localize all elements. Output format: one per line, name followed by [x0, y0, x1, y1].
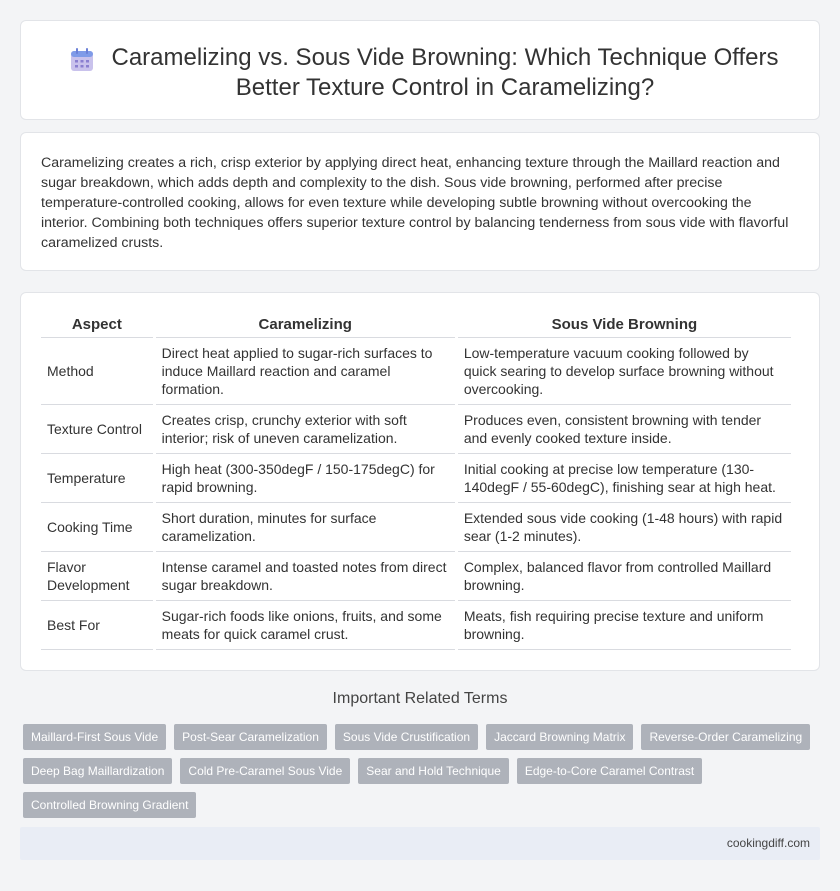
table-row — [41, 405, 791, 454]
sous-vide-cell: Extended sous vide cooking (1-48 hours) with rapid sear (1-2 minutes). — [458, 503, 791, 552]
related-term-tag[interactable]: Deep Bag Maillardization — [23, 758, 172, 784]
caramelizing-cell: Sugar-rich foods like onions, fruits, and some meats for quick caramel crust. — [156, 601, 455, 650]
intro-card — [20, 132, 820, 271]
sous-vide-cell: Initial cooking at precise low temperature (130-140degF / 55-60degC), finishing sear at high heat. — [458, 454, 791, 503]
table-row — [41, 503, 791, 552]
caramelizing-cell: Intense caramel and toasted notes from direct sugar breakdown. — [156, 552, 455, 601]
aspect-cell: Cooking Time — [41, 503, 153, 552]
table-row — [41, 454, 791, 503]
sous-vide-cell: Complex, balanced flavor from controlled Maillard browning. — [458, 552, 791, 601]
caramelizing-cell: Direct heat applied to sugar-rich surfaces to induce Maillard reaction and caramel formation. — [156, 338, 455, 405]
sous-vide-cell: Low-temperature vacuum cooking followed by quick searing to develop surface browning without overcooking. — [458, 338, 791, 405]
related-term-tag[interactable]: Cold Pre-Caramel Sous Vide — [180, 758, 350, 784]
related-term-tag[interactable]: Sear and Hold Technique — [358, 758, 509, 784]
column-header: Sous Vide Browning — [458, 313, 791, 338]
table-row — [41, 601, 791, 650]
related-term-tag[interactable]: Post-Sear Caramelization — [174, 724, 327, 750]
column-header: Caramelizing — [156, 313, 455, 338]
caramelizing-cell: Short duration, minutes for surface caramelization. — [156, 503, 455, 552]
related-term-tag[interactable]: Maillard-First Sous Vide — [23, 724, 166, 750]
sous-vide-cell: Meats, fish requiring precise texture and uniform browning. — [458, 601, 791, 650]
related-term-tag[interactable]: Edge-to-Core Caramel Contrast — [517, 758, 702, 784]
sous-vide-cell: Produces even, consistent browning with tender and evenly cooked texture inside. — [458, 405, 791, 454]
related-term-tag[interactable]: Reverse-Order Caramelizing — [641, 724, 810, 750]
caramelizing-cell: Creates crisp, crunchy exterior with soft interior; risk of uneven caramelization. — [156, 405, 455, 454]
related-terms-heading: Important Related Terms — [332, 690, 508, 707]
page-title: Caramelizing vs. Sous Vide Browning: Which Technique Offers Better Texture Control in Caramelizing? — [111, 44, 779, 101]
caramelizing-cell: High heat (300-350degF / 150-175degC) for rapid browning. — [156, 454, 455, 503]
footer — [20, 827, 820, 860]
table-header-row — [41, 313, 791, 338]
intro-text: Caramelizing creates a rich, crisp exterior by applying direct heat, enhancing texture through the Maillard reaction and sugar breakdown, which adds depth and complexity to the dish. Sous vide browning, performed after precise temperature-controlled cooking, allows for even texture while developing subtle browning without overcooking the interior. Combining both techniques offers superior texture control by balancing tenderness from sous vide with flavorful caramelized crusts. — [41, 155, 789, 251]
related-term-tag[interactable]: Controlled Browning Gradient — [23, 792, 196, 818]
aspect-cell: Flavor Development — [41, 552, 153, 601]
column-header: Aspect — [41, 313, 153, 338]
aspect-cell: Method — [41, 338, 153, 405]
comparison-table-card — [20, 292, 820, 671]
aspect-cell: Temperature — [41, 454, 153, 503]
related-terms-list — [23, 724, 813, 818]
table-row — [41, 552, 791, 601]
aspect-cell: Texture Control — [41, 405, 153, 454]
related-term-tag[interactable]: Sous Vide Crustification — [335, 724, 478, 750]
site-link[interactable]: cookingdiff.com — [726, 836, 810, 850]
related-term-tag[interactable]: Jaccard Browning Matrix — [486, 724, 633, 750]
comparison-table — [38, 313, 794, 650]
title-card — [20, 20, 820, 120]
aspect-cell: Best For — [41, 601, 153, 650]
table-row — [41, 338, 791, 405]
calendar-icon — [69, 47, 95, 73]
